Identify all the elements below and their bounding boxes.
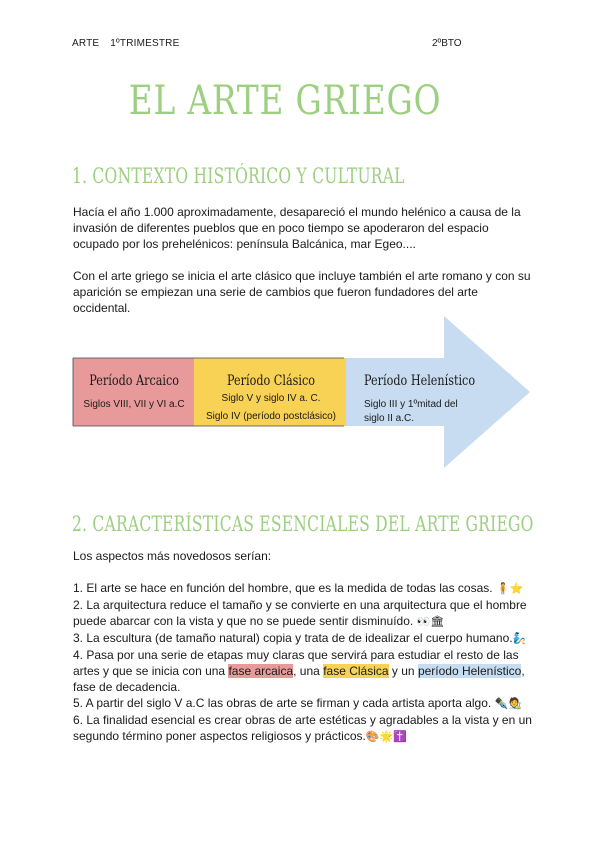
highlight-fase-arcaica: fase arcaica	[228, 664, 294, 678]
list-item	[73, 712, 538, 745]
period-helenistico-centuries: Siglo III y 1ºmitad del	[364, 399, 458, 410]
list-item-text: y un	[391, 664, 415, 678]
section-2-intro: Los aspectos más novedosos serían:	[73, 549, 272, 563]
list-item-text: 6. La finalidad esencial es crear obras de arte estéticas y agradables a la vista y en un segundo término poner aspectos religiosos y prácticos.	[73, 713, 532, 743]
period-clasico	[196, 372, 346, 424]
list-item	[73, 695, 538, 712]
highlight-periodo-helenistico: período Helenístico	[417, 664, 522, 678]
period-helenistico-century-end: siglo II a.C.	[364, 413, 415, 424]
palette-star-cross-icon: 🎨🌟✝️	[365, 730, 407, 743]
period-arcaico-title: Período Arcaico	[89, 373, 179, 389]
section-1-title: 1. CONTEXTO HISTÓRICO Y CULTURAL	[72, 164, 405, 188]
period-arcaico-centuries: Siglos VIII, VII y VI a.C	[83, 399, 185, 410]
list-item-text: 3. La escultura (de tamaño natural) copia y trata de de idealizar el cuerpo humano.	[73, 631, 513, 645]
genie-icon: 🧞	[512, 632, 527, 645]
period-helenistico	[364, 372, 494, 426]
list-item	[73, 630, 538, 647]
list-item	[73, 580, 538, 597]
list-item-text: , una	[293, 664, 320, 678]
list-item-text: 1. El arte se hace en función del hombre, que es la medida de todas las cosas.	[73, 581, 493, 595]
list-item-text: 4. Pasa por una serie de etapas muy claras que servirá para estudiar el resto de las artes y que se inicia con una	[73, 648, 519, 678]
periods-timeline	[72, 316, 532, 468]
list-item-text: 5. A partir del siglo V a.C las obras de arte se firman y cada artista aporta algo.	[73, 696, 492, 710]
list-item-text: 2. La arquitectura reduce el tamaño y se convierte en una arquitectura que el hombre puede abarcar con la vista y que no se puede sentir disminuído.	[73, 598, 527, 628]
header-course: 2ºBTO	[432, 38, 462, 49]
header-term: 1ºTRIMESTRE	[110, 38, 180, 49]
period-arcaico	[74, 372, 194, 412]
period-helenistico-title: Período Helenístico	[364, 373, 476, 389]
highlight-fase-clasica: fase Clásica	[323, 664, 389, 678]
period-clasico-title: Período Clásico	[226, 373, 315, 389]
eyes-temple-icon: 👀🏛	[416, 615, 445, 628]
section-1-paragraph-1: Hacía el año 1.000 aproximadamente, desapareció el mundo helénico a causa de la invasión de diferentes pueblos que en poco tiempo se apoderaron del espacio ocupado por los prehelénicos: península Balcánica, mar Egeo....	[73, 205, 521, 251]
characteristics-list	[73, 580, 538, 745]
page-title: EL ARTE GRIEGO	[128, 78, 442, 124]
list-item-text: , fase de decadencia.	[73, 664, 525, 694]
section-1-paragraph-2: Con el arte griego se inicia el arte clásico que incluye también el arte romano y con su aparición se empiezan una serie de cambios que fueron fundadores del arte occidental.	[73, 269, 531, 315]
header-left	[72, 38, 187, 49]
header-subject: ARTE	[72, 38, 100, 49]
list-item	[73, 597, 538, 630]
section-2-title: 2. CARACTERÍSTICAS ESENCIALES DEL ARTE GRIEGO	[72, 512, 534, 536]
list-item	[73, 647, 538, 695]
pen-artist-icon: ✒️🧑‍🎨	[494, 697, 522, 710]
period-clasico-centuries: Siglo V y siglo IV a. C.	[221, 393, 321, 404]
person-star-icon: 🧍⭐	[495, 582, 524, 595]
period-clasico-postclassic: Siglo IV (período postclásico)	[205, 411, 337, 422]
